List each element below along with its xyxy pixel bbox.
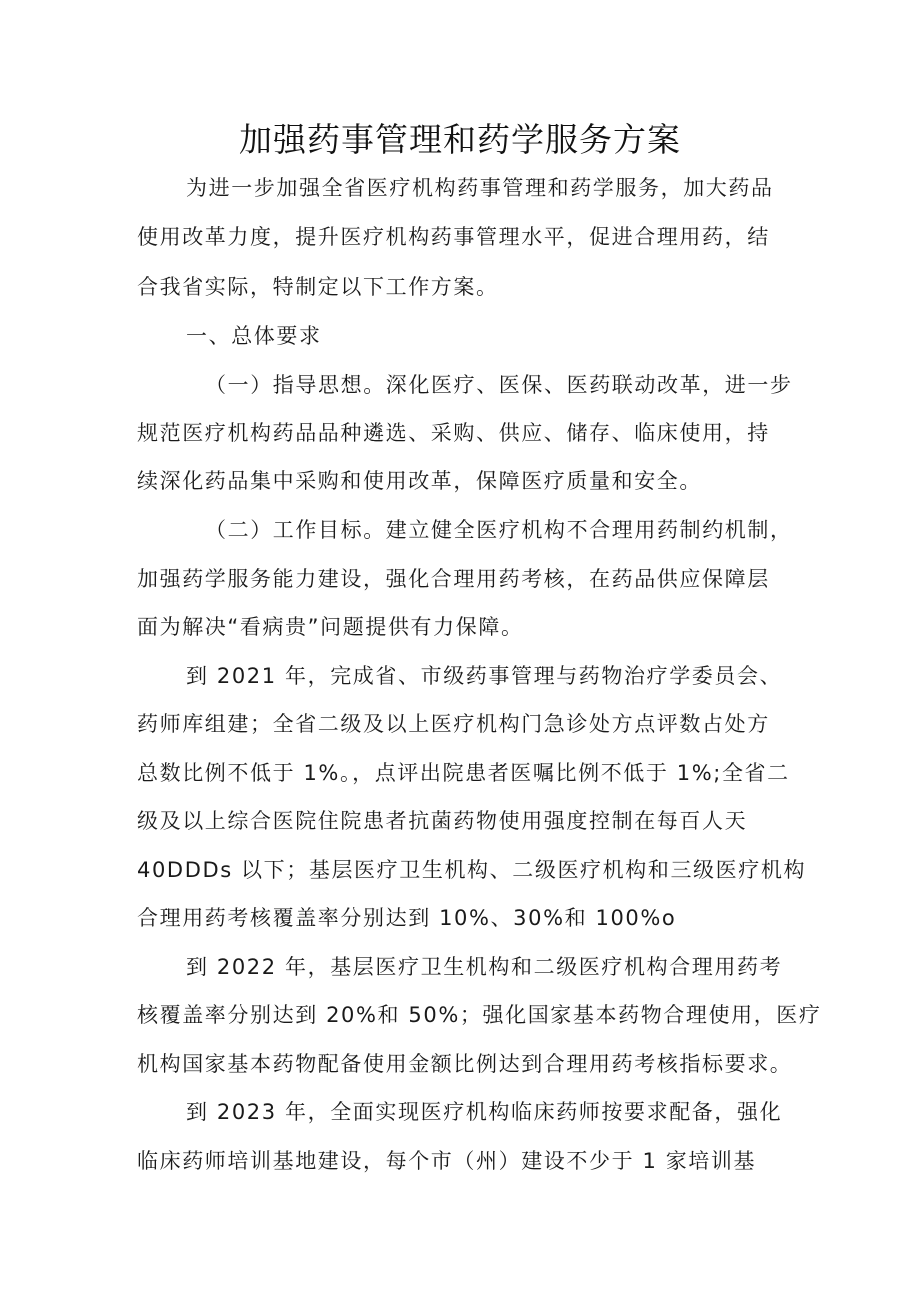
paragraph-line: 到 2023 年，全面实现医疗机构临床药师按要求配备，强化 [186,1100,783,1124]
paragraph-line: 级及以上综合医院住院患者抗菌药物使用强度控制在每百人天 [137,809,748,833]
paragraph-line: 临床药师培训基地建设，每个市（州）建设不少于 1 家培训基 [137,1149,757,1173]
paragraph-line: 机构国家基本药物配备使用金额比例达到合理用药考核指标要求。 [137,1052,793,1076]
paragraph-line: 合理用药考核覆盖率分别达到 10%、30%和 100%o [137,906,677,930]
paragraph-line: 总数比例不低于 1%。，点评出院患者医嘱比例不低于 1%;全省二 [137,761,790,785]
document-title: 加强药事管理和药学服务方案 [239,120,681,159]
paragraph-line: 使用改革力度，提升医疗机构药事管理水平，促进合理用药，结 [137,225,770,249]
paragraph-line: 合我省实际，特制定以下工作方案。 [137,275,499,299]
paragraph-line: 到 2021 年，完成省、市级药事管理与药物治疗学委员会、 [186,664,783,688]
paragraph-line: 续深化药品集中采购和使用改革，保障医疗质量和安全。 [137,469,702,493]
section-heading: 一、总体要求 [186,324,322,348]
paragraph-line: （二）工作目标。建立健全医疗机构不合理用药制约机制， [205,518,793,542]
paragraph-line: 为进一步加强全省医疗机构药事管理和药学服务，加大药品 [186,176,774,200]
paragraph-line: 核覆盖率分别达到 20%和 50%；强化国家基本药物合理使用，医疗 [137,1003,822,1027]
paragraph-line: 40DDDs 以下；基层医疗卫生机构、二级医疗机构和三级医疗机构 [137,858,807,882]
paragraph-line: 到 2022 年，基层医疗卫生机构和二级医疗机构合理用药考 [186,955,783,979]
paragraph-line: 规范医疗机构药品品种遴选、采购、供应、储存、临床使用，持 [137,421,770,445]
paragraph-line: （一）指导思想。深化医疗、医保、医药联动改革，进一步 [205,373,793,397]
paragraph-line: 加强药学服务能力建设，强化合理用药考核，在药品供应保障层 [137,567,770,591]
paragraph-line: 面为解决“看病贵”问题提供有力保障。 [137,615,524,639]
paragraph-line: 药师库组建；全省二级及以上医疗机构门急诊处方点评数占处方 [137,712,770,736]
